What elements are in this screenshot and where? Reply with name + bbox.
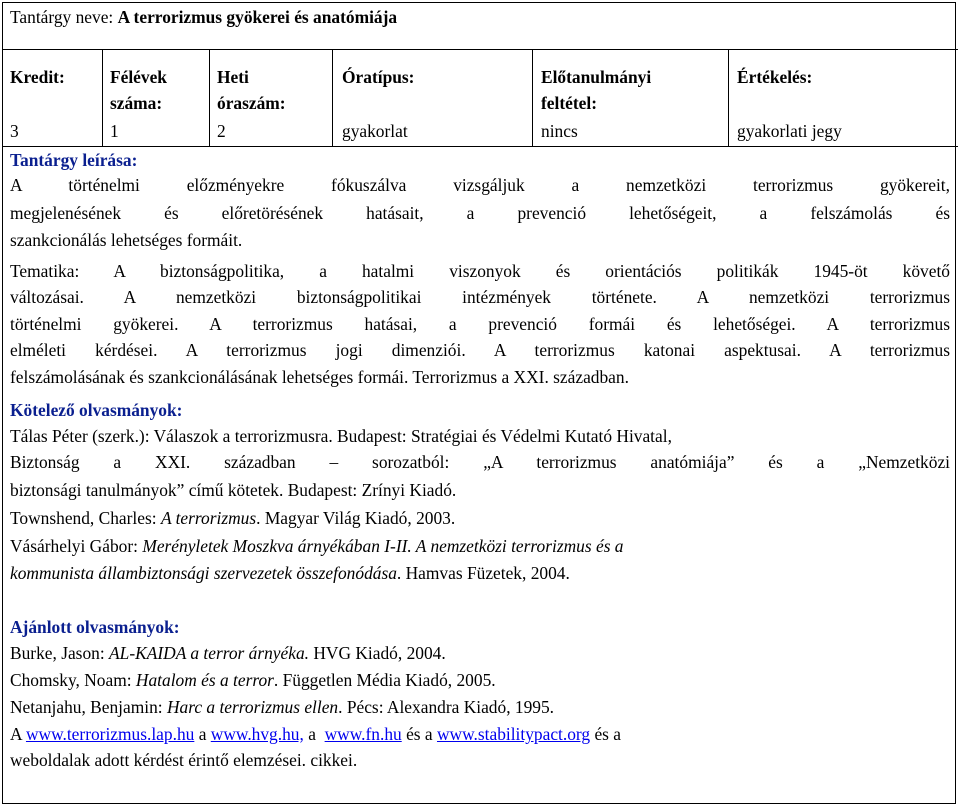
reference-publisher: HVG Kiadó, 2004. — [309, 643, 446, 663]
oratipus-label: Óratípus: — [342, 67, 415, 87]
divider — [728, 49, 729, 146]
link-hvg[interactable]: www.hvg.hu, — [210, 724, 304, 744]
tematika-line: történelmi gyökerei. A terrorizmus hatásai, a prevenció formái és lehetőségei. A terrorizmus — [10, 314, 950, 334]
link-fn[interactable]: www.fn.hu — [324, 724, 402, 744]
reference-publisher: . Magyar Világ Kiadó, 2003. — [256, 508, 456, 528]
kotelezo-townshend — [10, 505, 455, 531]
web-text: A — [10, 724, 26, 744]
web-text: és a — [401, 724, 437, 744]
reference-title: Hatalom és a terror — [135, 670, 274, 690]
tematika-line: változásai. A nemzetközi biztonságpolitikai intézmények története. A nemzetközi terrorizmus — [10, 287, 950, 307]
kotelezo-line: Biztonság a XXI. században – sorozatból: „A terrorizmus anatómiája” és a „Nemzetközi — [10, 452, 950, 472]
reference-title: Harc a terrorizmus ellen — [166, 697, 339, 717]
reference-author: Burke, Jason: — [10, 643, 110, 663]
divider — [2, 49, 958, 50]
web-text: és a — [590, 724, 622, 744]
elotanulmanyi-label-1: Előtanulmányi — [541, 67, 652, 87]
reference-publisher: . Független Média Kiadó, 2005. — [273, 670, 496, 690]
reference-publisher: . Hamvas Füzetek, 2004. — [396, 563, 570, 583]
course-title-label: Tantárgy neve: — [10, 7, 118, 27]
tematika-line: felszámolásának és szankcionálásának lehetséges formái. Terrorizmus a XXI. században. — [10, 367, 629, 387]
ajanlott-burke — [10, 640, 446, 666]
divider — [532, 49, 533, 146]
link-stabilitypact[interactable]: www.stabilitypact.org — [436, 724, 591, 744]
kotelezo-line: biztonsági tanulmányok” című kötetek. Budapest: Zrínyi Kiadó. — [10, 480, 457, 500]
felevek-label-2: száma: — [110, 93, 163, 113]
heti-label-1: Heti — [217, 67, 249, 87]
reference-title: AL-KAIDA a terror árnyéka. — [109, 643, 309, 663]
ertekeles-value: gyakorlati jegy — [737, 121, 842, 141]
heti-label-2: óraszám: — [217, 93, 286, 113]
divider — [332, 49, 333, 146]
divider — [2, 146, 958, 147]
felevek-value: 1 — [110, 121, 119, 141]
ajanlott-heading: Ajánlott olvasmányok: — [10, 617, 180, 637]
reference-author: Vásárhelyi Gábor: — [10, 536, 143, 556]
divider — [102, 49, 103, 146]
elotanulmanyi-label-2: feltétel: — [541, 93, 597, 113]
ajanlott-web-line — [10, 721, 621, 747]
tematika-line: elméleti kérdései. A terrorizmus jogi dimenziói. A terrorizmus katonai aspektusai. A terrorizmus — [10, 340, 950, 360]
leiras-line: szankcionálás lehetséges formáit. — [10, 230, 243, 250]
reference-title: kommunista állambiztonsági szervezetek összefonódása — [10, 563, 397, 583]
kotelezo-line: Tálas Péter (szerk.): Válaszok a terrorizmusra. Budapest: Stratégiai és Védelmi Kutató Hivatal, — [10, 426, 672, 446]
link-terrorizmus-lap[interactable]: www.terrorizmus.lap.hu — [25, 724, 195, 744]
course-title-value: A terrorizmus gyökerei és anatómiája — [117, 7, 398, 27]
ertekeles-label: Értékelés: — [737, 67, 813, 87]
ajanlott-chomsky — [10, 667, 496, 693]
reference-title: A terrorizmus — [160, 508, 257, 528]
reference-title: Merényletek Moszkva árnyékában I-II. A nemzetközi terrorizmus és a — [142, 536, 624, 556]
ajanlott-web-line2: weboldalak adott kérdést érintő elemzései. cikkei. — [10, 750, 358, 770]
leiras-heading: Tantárgy leírása: — [10, 150, 138, 170]
leiras-line: A történelmi előzményekre fókuszálva vizsgáljuk a nemzetközi terrorizmus gyökereit, — [10, 175, 950, 195]
heti-value: 2 — [217, 121, 226, 141]
kotelezo-vasarhelyi-cont — [10, 560, 570, 586]
reference-publisher: . Pécs: Alexandra Kiadó, 1995. — [338, 697, 555, 717]
course-title — [10, 4, 397, 30]
elotanulmanyi-value: nincs — [541, 121, 578, 141]
kotelezo-heading: Kötelező olvasmányok: — [10, 400, 183, 420]
reference-author: Netanjahu, Benjamin: — [10, 697, 167, 717]
ajanlott-netanjahu — [10, 694, 554, 720]
reference-author: Chomsky, Noam: — [10, 670, 136, 690]
oratipus-value: gyakorlat — [342, 121, 408, 141]
kotelezo-vasarhelyi — [10, 533, 624, 559]
kredit-value: 3 — [10, 121, 19, 141]
leiras-line: megjelenésének és előretörésének hatásait, a prevenció lehetőségeit, a felszámolás és — [10, 203, 950, 223]
web-text: a — [194, 724, 211, 744]
web-text: a — [303, 724, 325, 744]
felevek-label-1: Félévek — [110, 67, 167, 87]
kredit-label: Kredit: — [10, 67, 65, 87]
divider — [209, 49, 210, 146]
tematika-line: Tematika: A biztonságpolitika, a hatalmi viszonyok és orientációs politikák 1945-öt követő — [10, 261, 950, 281]
reference-author: Townshend, Charles: — [10, 508, 161, 528]
